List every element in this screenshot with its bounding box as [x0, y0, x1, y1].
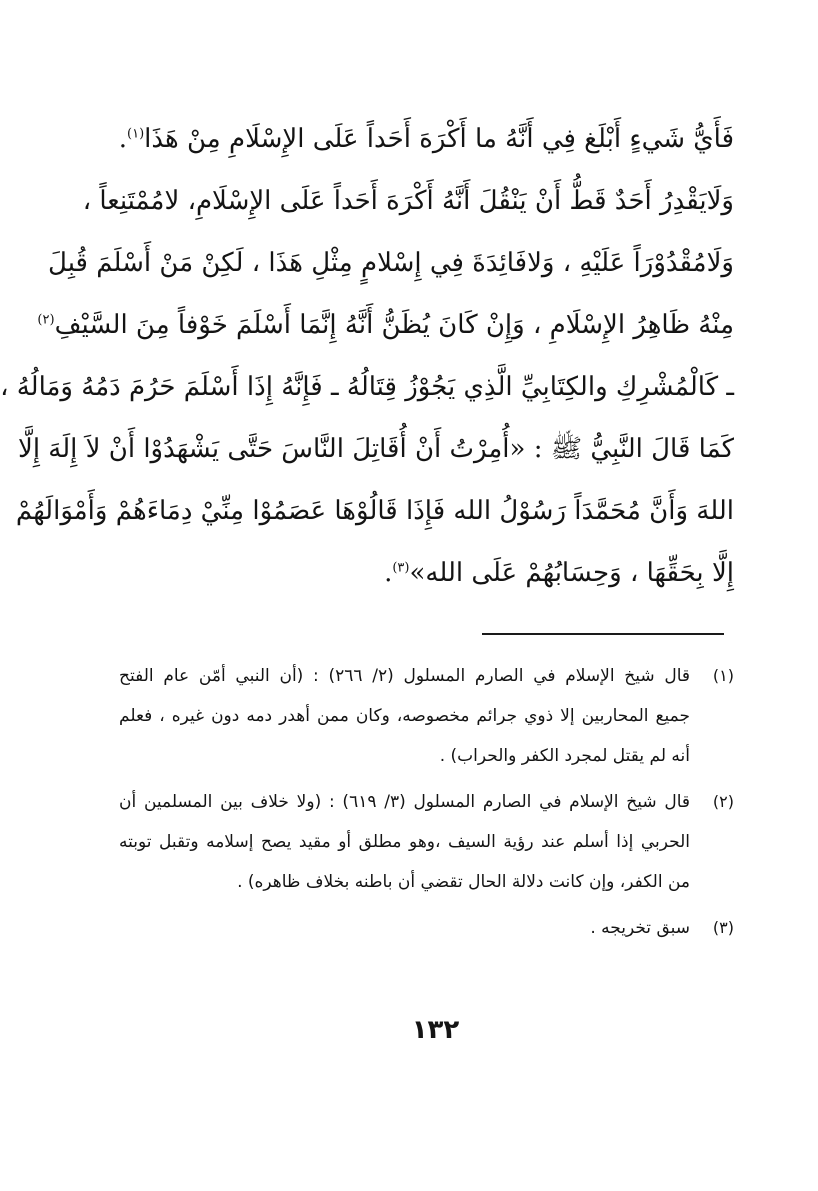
main-line: إِلَّا بِحَقِّهَا ، وَحِسَابُهُمْ عَلَى الله»$^{(٣)}$.: [384, 558, 734, 588]
footnote-number: (٣): [712, 918, 734, 937]
footnote-line: سبق تخريجه .: [590, 918, 690, 938]
footnote-divider: [482, 633, 724, 635]
main-line: وَلَامُقْدُوْرَاً عَلَيْهِ ، وَلافَائِدَةَ فِي إِسْلامٍ مِثْلِ هَذَا ، لَكِنْ مَنْ أَسْلَمَ قُبِلَ: [48, 248, 734, 278]
footnote-marker: (٢): [37, 312, 55, 328]
footnote-1: [119, 656, 734, 776]
footnote-line: أنه لم يقتل لمجرد الكفر والحراب) .: [439, 746, 690, 766]
main-line: وَلَايَقْدِرُ أَحَدٌ قَطُّ أَنْ يَنْقُلَ أَنَّهُ أَكْرَهَ أَحَداً عَلَى الإِسْلَامِ، لامُمْتَنِعاً ،: [82, 186, 734, 216]
footnote-line: جميع المحاربين إلا ذوي جرائم مخصوصه، وكان ممن أهدر دمه دون غيره ، فعلم: [119, 706, 690, 726]
page-number: ١٣٢: [411, 1015, 460, 1045]
footnote-2: [119, 782, 734, 902]
footnotes: [119, 656, 734, 954]
footnote-number: (١): [712, 666, 734, 685]
footnote-marker: (٣): [392, 560, 410, 576]
main-line: فَأَيُّ شَيءٍ أَبْلَغ فِي أَنَّهُ ما أَكْرَهَ أَحَداً عَلَى الإِسْلَامِ مِنْ هَذَا$^{(١)}$.: [118, 124, 734, 154]
main-line: اللهَ وَأَنَّ مُحَمَّدَاً رَسُوْلُ الله فَإِذَا قَالُوْهَا عَصَمُوْا مِنِّيْ دِمَاءَهُمْ وَأَمْوَالَهُمْ: [15, 496, 734, 526]
main-line: ـ كَالْمُشْرِكِ والكِتَابِيِّ الَّذِي يَجُوْزُ قِتَالُهُ ـ فَإِنَّهُ إِذَا أَسْلَمَ حَرُمَ دَمُهُ وَمَالُهُ ،: [0, 372, 734, 402]
footnote-line: قال شيخ الإسلام في الصارم المسلول (٢/ ٢٦٦) : (أن النبي أمّن عام الفتح: [119, 666, 691, 686]
footnote-number: (٢): [712, 792, 734, 811]
footnote-marker: (١): [127, 126, 145, 142]
footnote-line: قال شيخ الإسلام في الصارم المسلول (٣/ ٦١٩) : (ولا خلاف بين المسلمين أن: [119, 792, 691, 812]
footnote-3: [119, 908, 734, 948]
footnote-line: من الكفر، وإن كانت دلالة الحال تقضي أن باطنه بخلاف ظاهره) .: [237, 872, 690, 892]
main-line: كَمَا قَالَ النَّبِيُّ ﷺ : «أُمِرْتُ أَنْ أُقَاتِلَ النَّاسَ حَتَّى يَشْهَدُوْا أَنْ لاَ إِلَهَ إِلَّا: [17, 434, 734, 464]
main-line: مِنْهُ ظَاهِرُ الإِسْلَامِ ، وَإِنْ كَانَ يُظَنُّ أَنَّهُ إِنَّمَا أَسْلَمَ خَوْفاً مِنَ السَّيْفِ$^{(٢)}$: [37, 310, 734, 340]
main-text: [0, 108, 734, 604]
footnote-line: الحربي إذا أسلم عند رؤية السيف ،وهو مطلق أو مقيد يصح إسلامه وتقبل توبته: [119, 832, 690, 852]
